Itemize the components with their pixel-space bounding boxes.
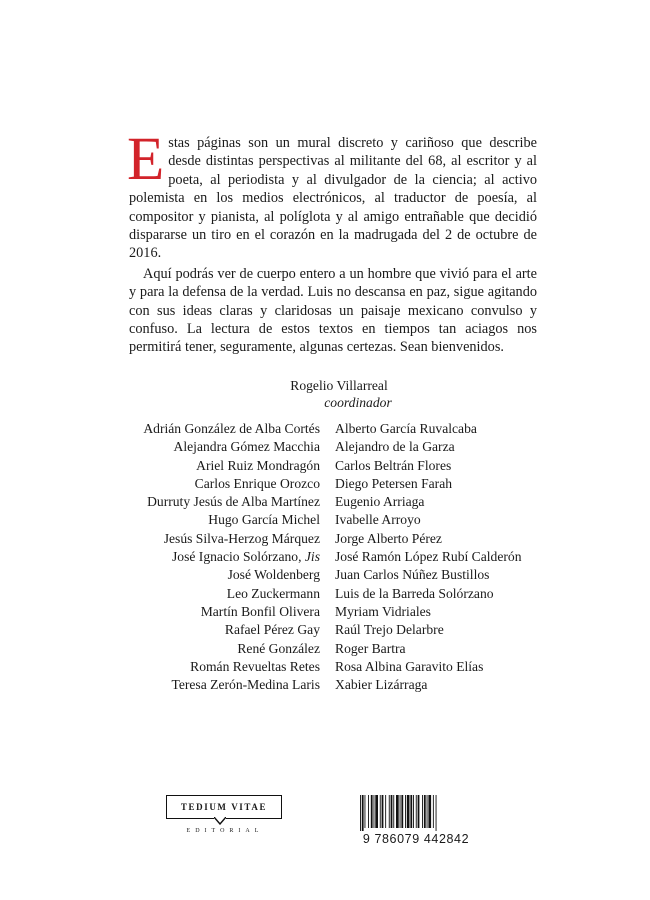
barcode-bars-icon — [356, 795, 476, 831]
contributor-name: Xabier Lizárraga — [335, 677, 428, 693]
contributor-name: Jorge Alberto Pérez — [335, 530, 442, 546]
contributor-name: José Ignacio Solórzano, Jis — [171, 549, 320, 565]
contributor-name: Alberto García Ruvalcaba — [335, 421, 477, 436]
contributor-name: Alejandra Gómez Macchia — [173, 439, 320, 455]
contributor-name: Roger Bartra — [335, 640, 406, 656]
contributor-name: Alejandro de la Garza — [335, 439, 455, 455]
contributor-name: José Ramón López Rubí Calderón — [335, 549, 522, 565]
contributors-right-column — [335, 420, 535, 694]
blurb-paragraph-1 — [127, 126, 537, 263]
publisher-name-box — [166, 795, 282, 819]
contributor-name: Leo Zuckermann — [226, 585, 320, 601]
contributor-name: Raúl Trejo Delarbre — [335, 622, 444, 638]
publisher-logo — [166, 795, 284, 845]
contributor-name: Luis de la Barreda Solórzano — [335, 585, 494, 601]
drop-cap: E — [127, 126, 165, 193]
blurb-paragraph-2: Aquí podrás ver de cuerpo entero a un hombre que vivió para el arte y para la defensa de la verdad. Luis no descansa en paz, sigue agitando con sus ideas claras y claridosas un paisaje mexicano convulso y confuso. La lectura de estos textos en tiempos tan aciagos nos permitirá tener, seguramente, algunas certezas. Sean bienvenidos. — [129, 265, 537, 356]
contributor-name: Myriam Vidriales — [335, 603, 431, 619]
contributor-name: Román Revueltas Retes — [190, 658, 320, 674]
contributor-name: Durruty Jesús de Alba Martínez — [147, 494, 320, 510]
contributor-name: Diego Petersen Farah — [335, 475, 453, 491]
contributors-left-column — [130, 420, 320, 694]
contributor-name: Adrián González de Alba Cortés — [143, 421, 320, 436]
contributor-name: Carlos Beltrán Flores — [335, 457, 452, 473]
blurb-paragraph-1-text: stas páginas son un mural discreto y cariñoso que describe desde distintas perspectivas al militante del 68, al escritor y al poeta, al periodista y al divulgador de la ciencia; al activo polemista en los medios electrónicos, al traductor de poesía, al compositor y pianista, al políglota y al amigo entrañable que decidió dispararse un tiro en el corazón en la madrugada del 2 de octubre de 2016. — [129, 135, 537, 262]
isbn-barcode — [356, 795, 476, 855]
coordinator-name: Rogelio Villarreal — [290, 378, 388, 393]
contributor-name: Rosa Albina Garavito Elías — [335, 658, 484, 674]
contributor-name: Ivabelle Arroyo — [335, 512, 421, 528]
coordinator-role: coordinador — [324, 395, 392, 410]
isbn-number: 9 786079 442842 — [362, 832, 470, 846]
publisher-name: TEDIUM VITAE — [180, 802, 268, 812]
contributor-name: Rafael Pérez Gay — [224, 622, 320, 638]
contributor-name: Hugo García Michel — [208, 512, 320, 528]
contributor-name: Juan Carlos Núñez Bustillos — [335, 567, 490, 583]
contributor-name: José Woldenberg — [227, 567, 320, 583]
contributor-name: Carlos Enrique Orozco — [194, 475, 320, 491]
back-cover-blurb — [127, 126, 537, 357]
contributor-name: Martín Bonfil Olivera — [200, 603, 320, 619]
contributor-name: Eugenio Arriaga — [335, 494, 425, 510]
publisher-notch-icon — [214, 817, 226, 825]
contributor-nickname: Jis — [304, 549, 320, 565]
coordinator-signature — [0, 377, 650, 411]
publisher-subtitle: EDITORIAL — [186, 828, 264, 834]
contributor-name: René González — [237, 640, 320, 656]
contributor-name: Jesús Silva-Herzog Márquez — [163, 530, 320, 546]
contributor-name: Teresa Zerón-Medina Laris — [171, 677, 320, 693]
contributor-name: Ariel Ruiz Mondragón — [196, 457, 320, 473]
